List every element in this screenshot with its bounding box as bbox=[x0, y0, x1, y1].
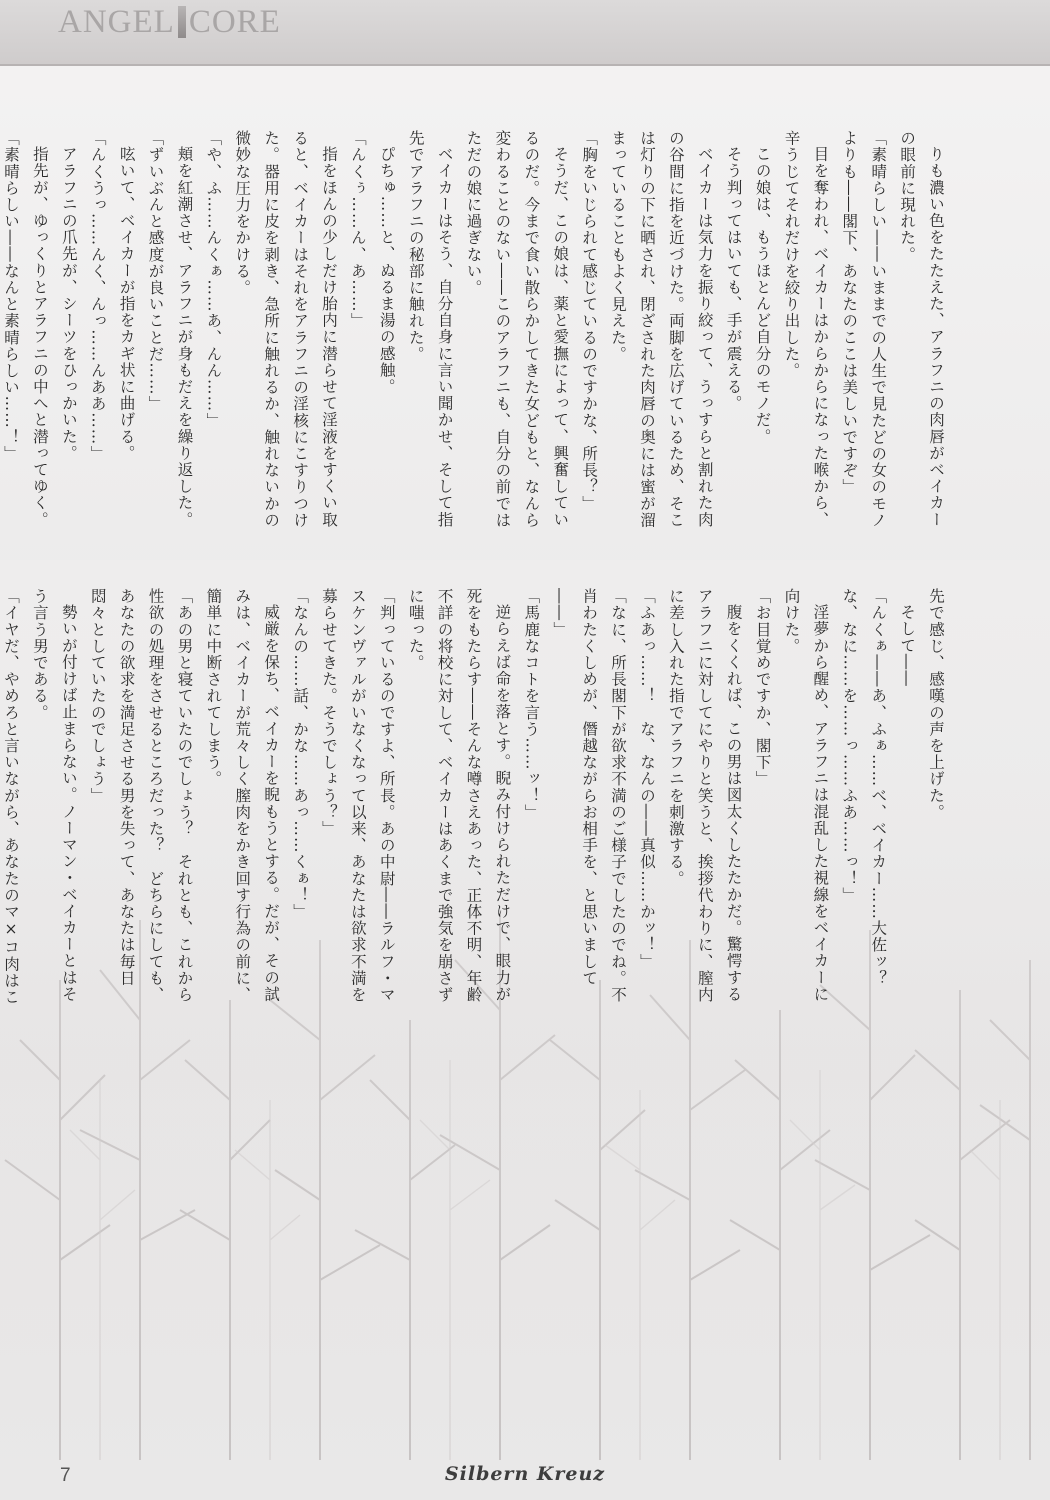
dialogue-paragraph: 先で感じ、感嘆の声を上げた。 bbox=[927, 588, 945, 821]
narration-paragraph: ベイカーは気力を振り絞って、うっすらと割れた肉の谷間に指を近づけた。両脚を広げているため、そこは灯りの下に晒され、閉ざされた肉唇の奥には蜜が溜まっていることもよく見えた。 bbox=[609, 130, 714, 529]
narration-paragraph: 指をほんの少しだけ胎内に潜らせて淫液をすくい取ると、ベイカーはそれをアラフニの淫核にこすりつけた。器用に皮を剥き、急所に触れるか、触れないかの微妙な圧力をかける。 bbox=[233, 130, 338, 529]
narration-paragraph: ベイカーはそう、自分自身に言い聞かせ、そして指先でアラフニの秘部に触れた。 bbox=[406, 130, 454, 528]
narration-paragraph: ぴちゅ……と、ぬるま湯の感触。 bbox=[377, 145, 396, 395]
dialogue-paragraph: 「あの男と寝ていたのでしょう？ それとも、これから性欲の処理をさせるところだった？ どちらにしても、あなたの欲求を満足させる男を失って、あなたは毎日悶々としていたのでしょう」 bbox=[88, 588, 194, 1003]
dialogue-paragraph: 「素晴らしい――なんと素晴らしい……！」 bbox=[2, 130, 20, 462]
title-left: ANGEL bbox=[58, 3, 175, 40]
narration-paragraph: そう判ってはいても、手が震える。 bbox=[724, 145, 743, 412]
narration-paragraph: 淫夢から醒め、アラフニは混乱した視線をベイカーに向けた。 bbox=[782, 588, 830, 1002]
title-separator-mark bbox=[178, 6, 186, 38]
narration-paragraph: りも濃い色をたたえた、アラフニの肉唇がベイカーの眼前に現れた。 bbox=[898, 130, 945, 528]
dialogue-paragraph: 「んくぅ……ん、あ……」 bbox=[348, 130, 367, 330]
page-number: 7 bbox=[60, 1465, 71, 1486]
narration-paragraph: 目を奪われ、ベイカーはからからになった喉から、辛うじてそれだけを絞り出した。 bbox=[782, 130, 830, 528]
narration-paragraph: 勢いが付けば止まらない。ノーマン・ベイカーとはそう言う男である。 bbox=[30, 588, 78, 1002]
dialogue-paragraph: 「なんの……話、かな……あっ……くぁ！」 bbox=[291, 588, 310, 920]
header-rule bbox=[0, 64, 1050, 66]
dialogue-paragraph: 「なに、所長閣下が欲求不満のご様子でしたのでね。不肖わたくしめが、僭越ながらお相手を、と思いまして――」 bbox=[551, 588, 628, 1003]
footer-brand: Silbern Kreuz bbox=[444, 1463, 606, 1485]
title-right: CORE bbox=[188, 3, 281, 40]
bottom-text-column bbox=[2, 588, 950, 1008]
narration-paragraph: アラフニの爪先が、シーツをひっかいた。 bbox=[59, 145, 78, 461]
dialogue-paragraph: 「お目覚めですか、閣下」 bbox=[753, 588, 772, 788]
narration-paragraph: 腹をくくれば、この男は図太くしたたかだ。驚愕するアラフニに対してにやりと笑うと、挨拶代わりに、膣内に差し入れた指でアラフニを刺激する。 bbox=[666, 588, 743, 1003]
narration-paragraph: 指先が、ゆっくりとアラフニの中へと潜ってゆく。 bbox=[30, 145, 49, 528]
narration-paragraph: 逆らえば命を落とす。睨み付けられただけで、眼力が死をもたらす――そんな噂さえあった、正体不明、年齢不詳の将校に対して、ベイカーはあくまで強気を崩さずに嗤った。 bbox=[406, 588, 512, 1003]
dialogue-paragraph: 「胸をいじられて感じているのですかな、所長？」 bbox=[580, 130, 599, 512]
dialogue-paragraph: 「素晴らしい――いままでの人生で見たどの女のモノよりも――閣下、あなたのここは美しいですぞ」 bbox=[840, 130, 888, 529]
narration-paragraph: 威厳を保ち、ベイカーを睨もうとする。だが、その試みは、ベイカーが荒々しく膣肉をかき回す行為の前に、簡単に中断されてしまう。 bbox=[204, 588, 281, 1003]
dialogue-paragraph: 「んくうっ……んく、んっ……んああ……」 bbox=[88, 130, 107, 462]
top-text-column bbox=[2, 130, 950, 540]
narration-paragraph: そして―― bbox=[898, 603, 917, 687]
dialogue-paragraph: 「馬鹿なコトを言う……ッ！」 bbox=[522, 588, 541, 821]
page-title bbox=[58, 2, 281, 42]
narration-paragraph: そうだ、この娘は、薬と愛撫によって、興奮しているのだ。今まで食い散らかしてきた女どもと、なんら変わることのない――このアラフニも、自分の前ではただの娘に過ぎない。 bbox=[464, 130, 570, 529]
dialogue-paragraph: 「イヤだ、やめろと言いながら、あなたのマ×コ肉はこ bbox=[2, 588, 20, 1006]
dialogue-paragraph: 「ずいぶんと感度が良いことだ……」 bbox=[146, 130, 165, 413]
narration-paragraph: 呟いて、ベイカーが指をカギ状に曲げる。 bbox=[117, 145, 136, 461]
dialogue-paragraph: 「判っているのですよ、所長。あの中尉――ラルフ・マスケンヴァルがいなくなって以来、あなたは欲求不満を募らせてきた。そうでしょう？」 bbox=[319, 588, 396, 1003]
narration-paragraph: 頬を紅潮させ、アラフニが身もだえを繰り返した。 bbox=[175, 145, 194, 528]
dialogue-paragraph: 「や、ふ……んくぁ……あ、んん……」 bbox=[204, 130, 223, 429]
dialogue-paragraph: 「ふあっ……！ な、なんの――真似……かッ！」 bbox=[637, 588, 656, 970]
dialogue-paragraph: 「んくぁ――あ、ふぁ……べ、ベイカー……大佐ッ？な、なに……を……っ……ふあ……っ！」 bbox=[840, 588, 888, 987]
narration-paragraph: この娘は、もうほとんど自分のモノだ。 bbox=[753, 145, 772, 445]
